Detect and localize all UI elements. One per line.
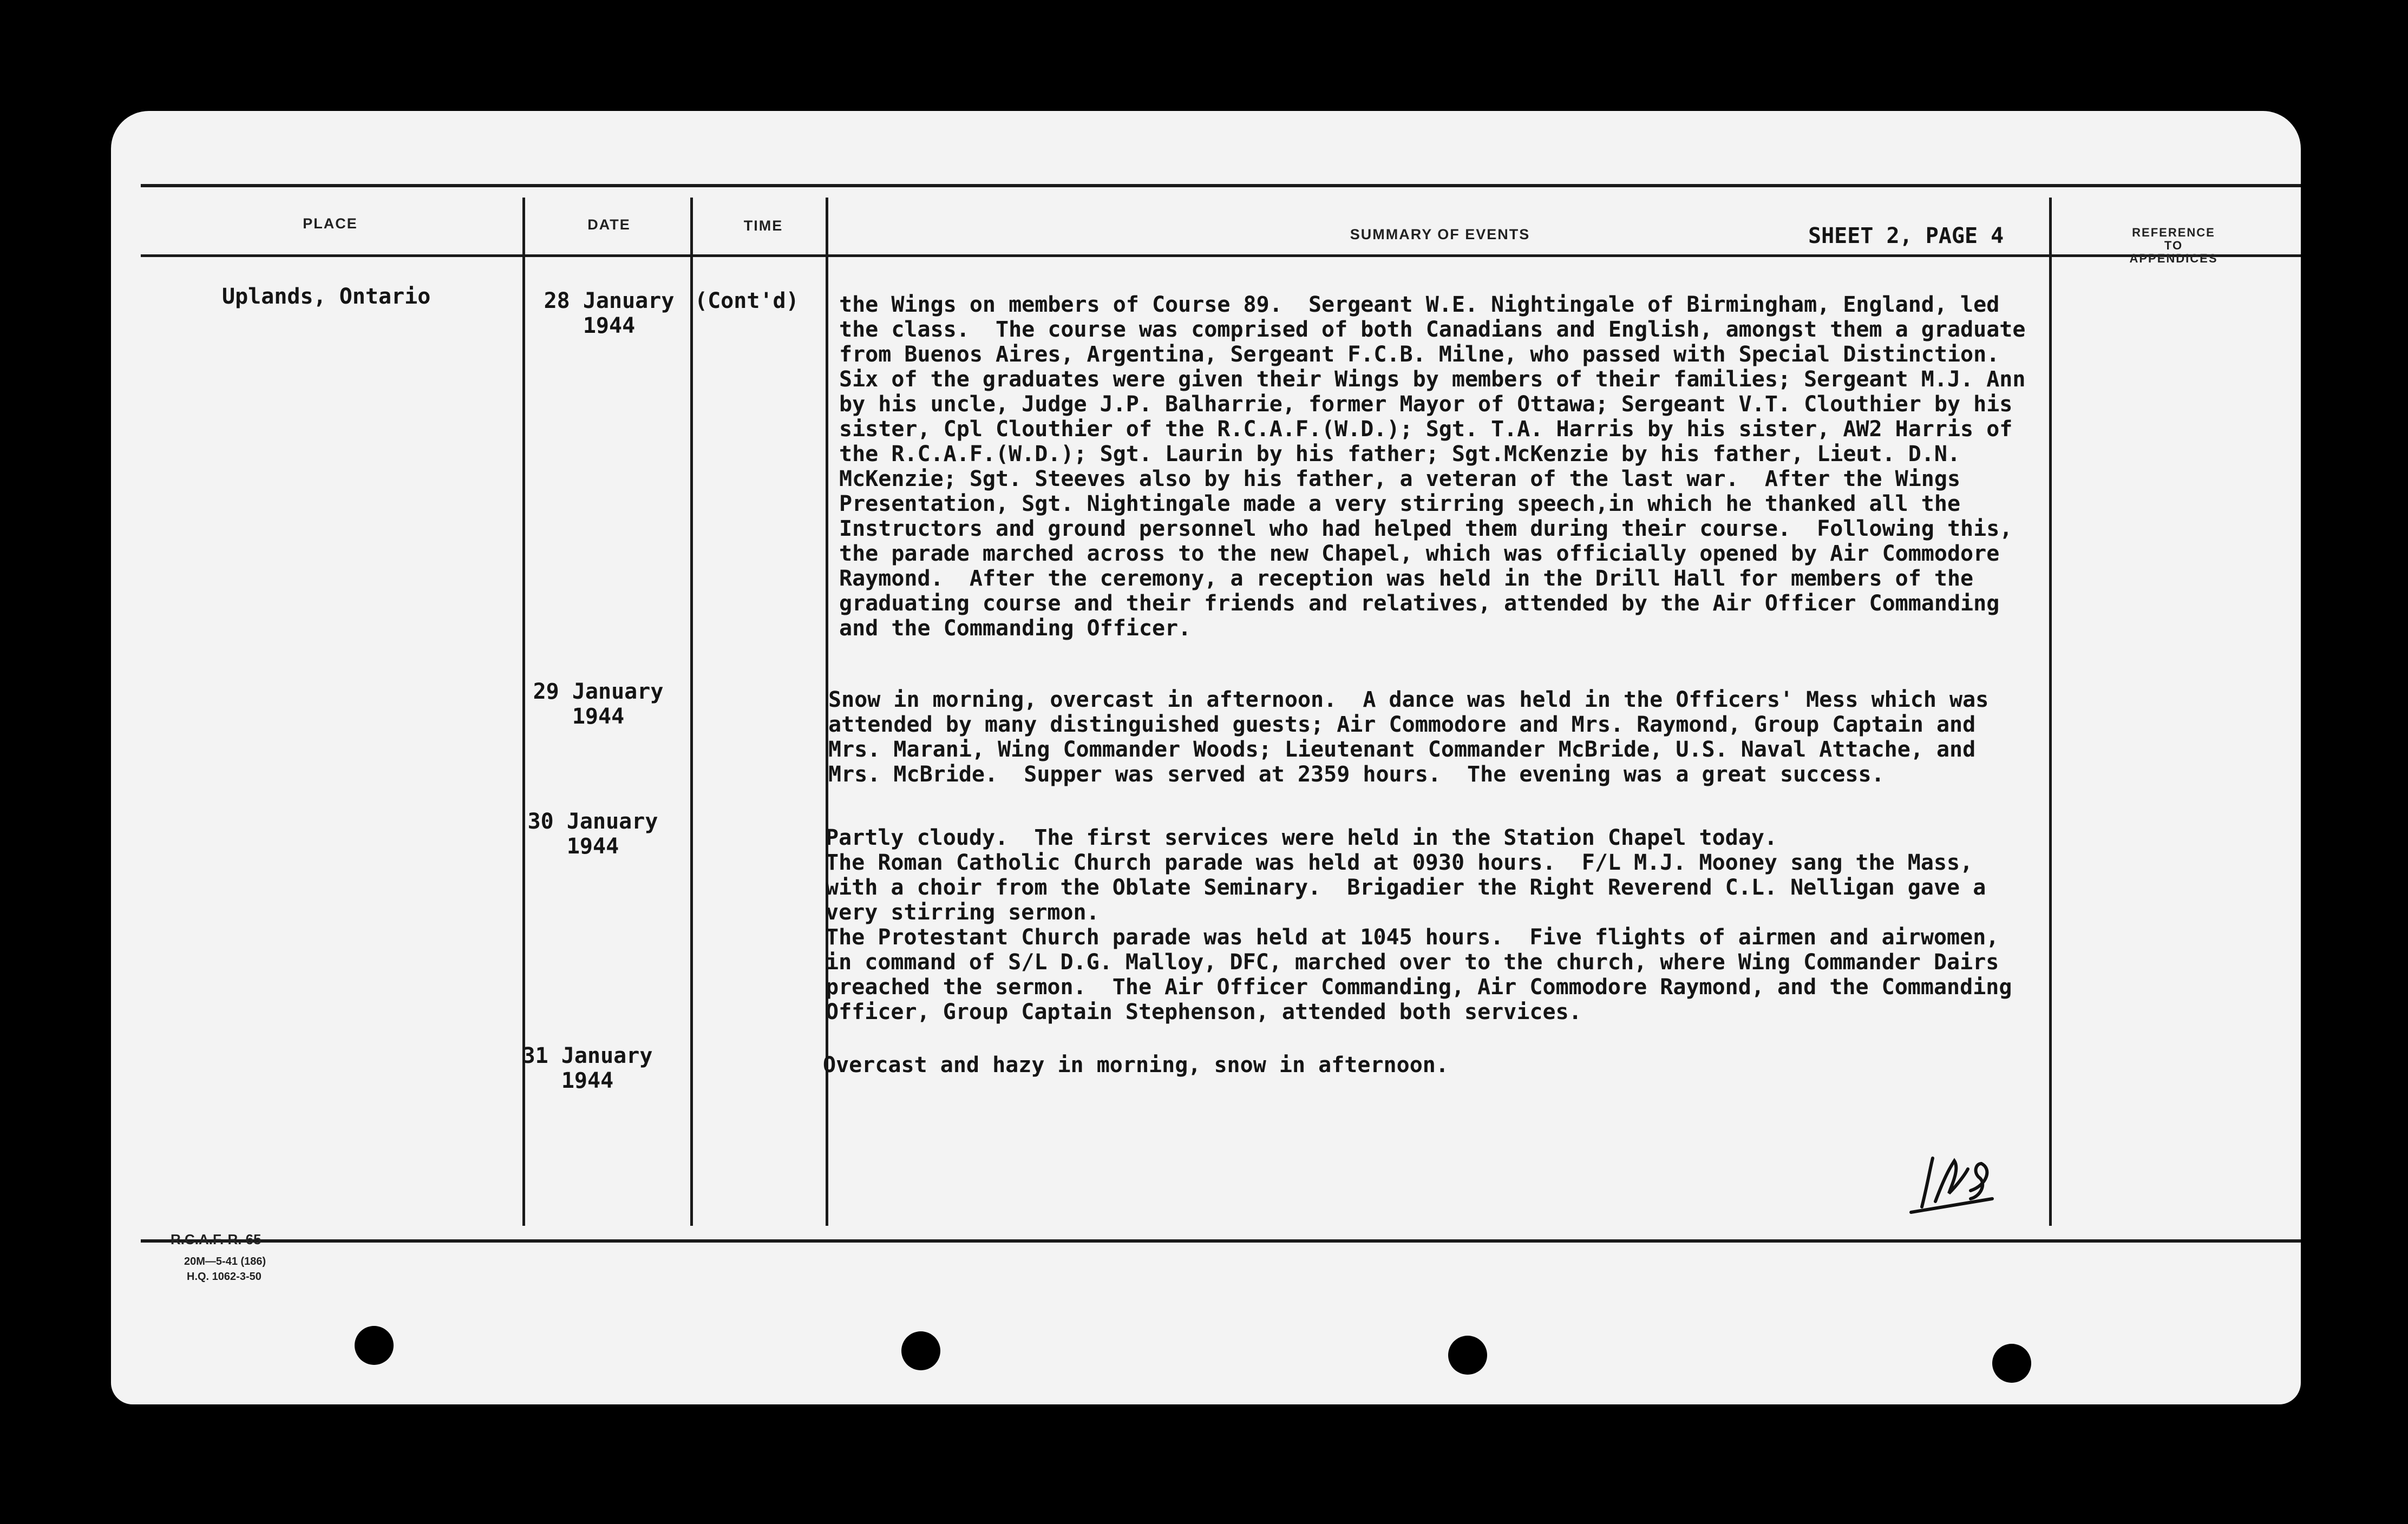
entry-date: [512, 1043, 663, 1093]
form-number: R.C.A.F. R. 65: [171, 1231, 261, 1247]
binder-hole: [901, 1331, 940, 1370]
header-time: TIME: [743, 218, 783, 234]
date-day: 31 January: [522, 1043, 653, 1068]
form-print-run: 20M—5-41 (186): [184, 1256, 266, 1267]
entry-date: [533, 288, 685, 338]
header-summary: SUMMARY OF EVENTS: [1350, 226, 1530, 242]
col-divider-summary: [2049, 198, 2052, 1226]
sheet-page-number: SHEET 2, PAGE 4: [1808, 224, 2004, 248]
date-year: 1944: [572, 704, 625, 729]
header-reference-line2: TO: [2164, 239, 2183, 252]
date-day: 29 January: [533, 679, 664, 704]
date-year: 1944: [566, 834, 619, 859]
form-hq-number: H.Q. 1062-3-50: [187, 1271, 261, 1283]
date-year: 1944: [583, 313, 636, 338]
entry-date: [522, 679, 674, 729]
entry-summary: Partly cloudy. The first services were held in the Station Chapel today. The Roman Catholic Church parade was held at 0930 hours. F/L M.J. Mooney sang the Mass, with a choir from the Oblate Seminary. Brigadier the Right Reverend C.L. Nelligan gave a very stirring sermon. The Protestant Church parade was held at 1045 hours. Five flights of airmen and airwomen, in command of S/L D.G. Malloy, DFC, marched over to the church, where Wing Commander Dairs preached the sermon. The Air Officer Commanding, Air Commodore Raymond, and the Commanding Officer, Group Captain Stephenson, attended both services.: [826, 825, 2012, 1024]
header-bottom-rule: [141, 254, 2301, 257]
header-reference-line1: REFERENCE: [2132, 226, 2215, 239]
entry-date: [517, 809, 669, 859]
header-reference: [2065, 226, 2282, 265]
entry-place: Uplands, Ontario: [222, 284, 431, 309]
top-rule: [141, 184, 2301, 187]
bottom-rule: [141, 1239, 2301, 1243]
entry-summary: Snow in morning, overcast in afternoon. A dance was held in the Officers' Mess which was attended by many distinguished guests; Air Commodore and Mrs. Raymond, Group Captain and Mrs. Marani, Wing Commander Woods; Lieutenant Commander McBride, U.S. Naval Attache, and Mrs. McBride. Supper was served at 2359 hours. The evening was a great success.: [828, 687, 1989, 787]
binder-hole: [1992, 1344, 2031, 1383]
date-day: 28 January: [544, 288, 675, 313]
date-day: 30 January: [527, 809, 658, 834]
entry-summary: Overcast and hazy in morning, snow in afternoon.: [823, 1053, 1449, 1078]
handwritten-initials: [1900, 1147, 2008, 1223]
date-year: 1944: [561, 1068, 614, 1093]
entry-summary: the Wings on members of Course 89. Sergeant W.E. Nightingale of Birmingham, England, led the class. The course was comprised of both Canadians and English, amongst them a graduate from Buenos Aires, Argentina, Sergeant F.C.B. Milne, who passed with Special Distinction. Six of the graduates were given their Wings by members of their families; Sergeant M.J. Ann by his uncle, Judge J.P. Balharrie, former Mayor of Ottawa; Sergeant V.T. Clouthier by his sister, Cpl Clouthier of the R.C.A.F.(W.D.); Sgt. T.A. Harris by his sister, AW2 Harris of the R.C.A.F.(W.D.); Sgt. Laurin by his father; Sgt.McKenzie by his father, Lieut. D.N. McKenzie; Sgt. Steeves also by his father, a veteran of the last war. After the Wings Presentation, Sgt. Nightingale made a very stirring speech,in which he thanked all the Instructors and ground personnel who had helped them during their course. Following this, the parade marched across to the new Chapel, which was officially opened by Air Commodore Raymond. After the ceremony, a reception was held in the Drill Hall for members of the graduating course and their friends and relatives, attended by the Air Officer Commanding and the Commanding Officer.: [839, 292, 2026, 641]
header-reference-line3: APPENDICES: [2129, 252, 2218, 265]
entry-time: (Cont'd): [695, 288, 799, 313]
binder-hole: [355, 1326, 394, 1365]
col-divider-date: [690, 198, 693, 1226]
binder-hole: [1448, 1336, 1487, 1375]
header-date: DATE: [587, 216, 631, 233]
header-place: PLACE: [303, 215, 358, 232]
